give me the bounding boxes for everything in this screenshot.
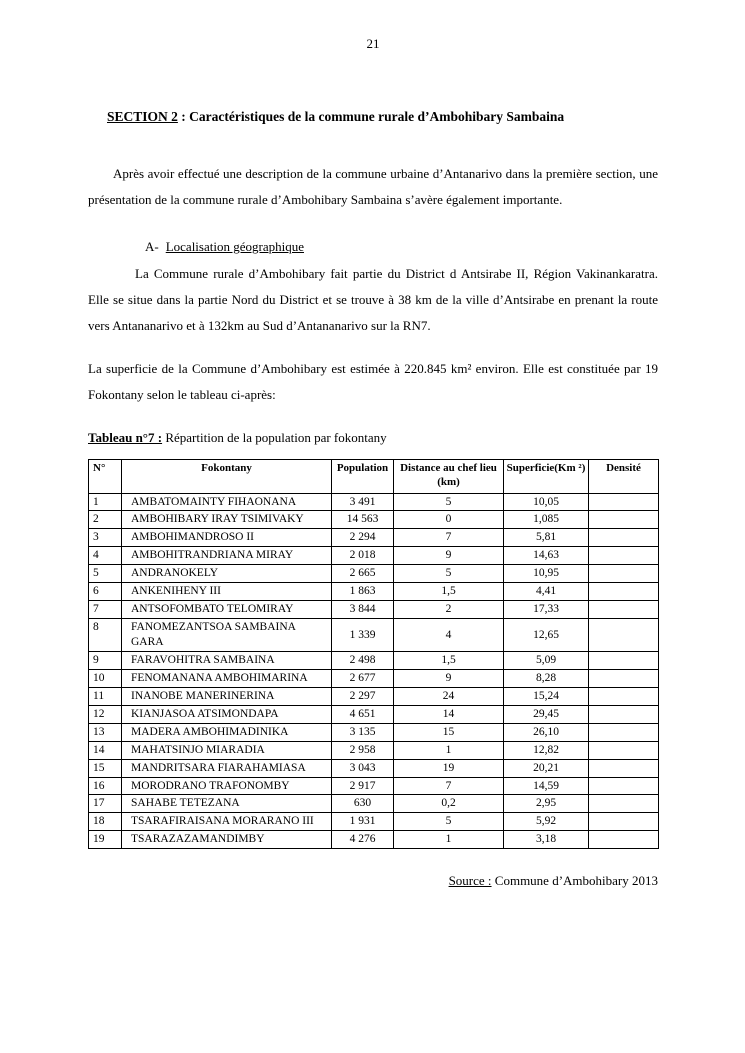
cell-densite (589, 565, 659, 583)
cell-distance: 7 (394, 777, 504, 795)
cell-densite (589, 651, 659, 669)
header-densite: Densité (589, 460, 659, 494)
cell-superficie: 3,18 (504, 831, 589, 849)
cell-fokontany: ANKENIHENY III (122, 583, 332, 601)
cell-population: 1 863 (332, 583, 394, 601)
cell-fokontany: ANTSOFOMBATO TELOMIRAY (122, 601, 332, 619)
cell-fokontany: INANOBE MANERINERINA (122, 687, 332, 705)
cell-superficie: 2,95 (504, 795, 589, 813)
cell-densite (589, 759, 659, 777)
table-row (89, 529, 659, 547)
cell-densite (589, 669, 659, 687)
cell-fokontany: AMBATOMAINTY FIHAONANA (122, 493, 332, 511)
cell-num: 3 (89, 529, 122, 547)
cell-superficie: 12,82 (504, 741, 589, 759)
header-num: N° (89, 460, 122, 494)
header-superficie: Superficie(Km ²) (504, 460, 589, 494)
cell-population: 3 491 (332, 493, 394, 511)
table-row (89, 547, 659, 565)
cell-population: 14 563 (332, 511, 394, 529)
cell-num: 14 (89, 741, 122, 759)
paragraph-localisation: La Commune rurale d’Ambohibary fait partie du District d Antsirabe II, Région Vakinankaratra. Elle se situe dans la partie Nord du District et se trouve à 38 km de la ville d’Antsirabe en prenant la route vers Antananarivo et à 132km au Sud d’Antananarivo sur la RN7. (88, 266, 658, 333)
cell-superficie: 4,41 (504, 583, 589, 601)
table-row (89, 651, 659, 669)
cell-densite (589, 529, 659, 547)
cell-superficie: 29,45 (504, 705, 589, 723)
cell-superficie: 5,09 (504, 651, 589, 669)
cell-fokontany: MAHATSINJO MIARADIA (122, 741, 332, 759)
page-number: 21 (366, 36, 380, 51)
table-row (89, 777, 659, 795)
cell-distance: 15 (394, 723, 504, 741)
table-row (89, 493, 659, 511)
cell-fokontany: MORODRANO TRAFONOMBY (122, 777, 332, 795)
table-caption (88, 430, 658, 446)
source-text: Commune d’Ambohibary 2013 (491, 873, 658, 889)
paragraph-superficie: La superficie de la Commune d’Ambohibary est estimée à 220.845 km² environ. Elle est constituée par 19 Fokontany selon le tableau ci-après: (88, 361, 658, 402)
header-fokontany: Fokontany (122, 460, 332, 494)
cell-population: 1 931 (332, 813, 394, 831)
cell-population: 1 339 (332, 619, 394, 652)
cell-distance: 19 (394, 759, 504, 777)
table-header-row (89, 460, 659, 494)
cell-fokontany: AMBOHIBARY IRAY TSIMIVAKY (122, 511, 332, 529)
cell-fokontany: MADERA AMBOHIMADINIKA (122, 723, 332, 741)
section-heading-text: : Caractéristiques de la commune rurale d’Ambohibary Sambaina (177, 109, 565, 124)
cell-population: 2 297 (332, 687, 394, 705)
cell-superficie: 8,28 (504, 669, 589, 687)
table-row (89, 619, 659, 652)
cell-fokontany: FARAVOHITRA SAMBAINA (122, 651, 332, 669)
cell-num: 12 (89, 705, 122, 723)
cell-superficie: 10,95 (504, 565, 589, 583)
cell-densite (589, 795, 659, 813)
cell-densite (589, 583, 659, 601)
cell-num: 15 (89, 759, 122, 777)
cell-superficie: 5,92 (504, 813, 589, 831)
cell-population: 4 276 (332, 831, 394, 849)
source-label: Source : (448, 873, 492, 889)
cell-fokontany: TSARAZAZAMANDIMBY (122, 831, 332, 849)
cell-distance: 0 (394, 511, 504, 529)
cell-num: 10 (89, 669, 122, 687)
cell-superficie: 14,63 (504, 547, 589, 565)
cell-num: 6 (89, 583, 122, 601)
cell-distance: 1,5 (394, 583, 504, 601)
cell-superficie: 12,65 (504, 619, 589, 652)
table-row (89, 831, 659, 849)
table-row (89, 601, 659, 619)
cell-fokontany: FENOMANANA AMBOHIMARINA (122, 669, 332, 687)
cell-fokontany: FANOMEZANTSOA SAMBAINA GARA (122, 619, 332, 652)
table-row (89, 723, 659, 741)
cell-population: 630 (332, 795, 394, 813)
cell-num: 2 (89, 511, 122, 529)
cell-num: 1 (89, 493, 122, 511)
section-heading (88, 109, 658, 125)
cell-distance: 24 (394, 687, 504, 705)
cell-population: 2 677 (332, 669, 394, 687)
cell-distance: 14 (394, 705, 504, 723)
cell-fokontany: ANDRANOKELY (122, 565, 332, 583)
cell-population: 2 498 (332, 651, 394, 669)
cell-distance: 9 (394, 547, 504, 565)
cell-densite (589, 619, 659, 652)
cell-distance: 4 (394, 619, 504, 652)
cell-population: 3 135 (332, 723, 394, 741)
source-line (88, 873, 658, 889)
cell-superficie: 20,21 (504, 759, 589, 777)
subsection-heading (88, 239, 658, 255)
cell-superficie: 14,59 (504, 777, 589, 795)
cell-fokontany: AMBOHITRANDRIANA MIRAY (122, 547, 332, 565)
cell-population: 3 043 (332, 759, 394, 777)
cell-distance: 0,2 (394, 795, 504, 813)
table-row (89, 687, 659, 705)
cell-superficie: 10,05 (504, 493, 589, 511)
table-row (89, 795, 659, 813)
cell-superficie: 5,81 (504, 529, 589, 547)
cell-distance: 1 (394, 741, 504, 759)
table-row (89, 705, 659, 723)
cell-densite (589, 777, 659, 795)
section-heading-label: SECTION 2 (107, 109, 178, 124)
cell-num: 19 (89, 831, 122, 849)
cell-num: 11 (89, 687, 122, 705)
table-row (89, 759, 659, 777)
table-row (89, 511, 659, 529)
table-caption-text: Répartition de la population par fokontany (162, 430, 387, 445)
cell-num: 16 (89, 777, 122, 795)
table-row (89, 741, 659, 759)
table-row (89, 669, 659, 687)
population-table (88, 459, 659, 849)
table-caption-label: Tableau n°7 : (88, 430, 163, 445)
header-distance: Distance au chef lieu (km) (394, 460, 504, 494)
cell-population: 2 018 (332, 547, 394, 565)
cell-superficie: 15,24 (504, 687, 589, 705)
cell-population: 3 844 (332, 601, 394, 619)
cell-superficie: 17,33 (504, 601, 589, 619)
cell-densite (589, 601, 659, 619)
cell-distance: 1,5 (394, 651, 504, 669)
cell-fokontany: KIANJASOA ATSIMONDAPA (122, 705, 332, 723)
cell-densite (589, 547, 659, 565)
cell-fokontany: MANDRITSARA FIARAHAMIASA (122, 759, 332, 777)
cell-densite (589, 705, 659, 723)
cell-population: 2 294 (332, 529, 394, 547)
cell-num: 8 (89, 619, 122, 652)
cell-num: 17 (89, 795, 122, 813)
table-row (89, 565, 659, 583)
cell-num: 13 (89, 723, 122, 741)
paragraph-intro: Après avoir effectué une description de la commune urbaine d’Antanarivo dans la première section, une présentation de la commune rurale d’Ambohibary Sambaina s’avère également importante. (88, 166, 658, 207)
cell-distance: 7 (394, 529, 504, 547)
cell-distance: 5 (394, 565, 504, 583)
header-population: Population (332, 460, 394, 494)
cell-superficie: 26,10 (504, 723, 589, 741)
subsection-title: Localisation géographique (165, 239, 304, 254)
cell-num: 7 (89, 601, 122, 619)
cell-densite (589, 511, 659, 529)
cell-superficie: 1,085 (504, 511, 589, 529)
cell-distance: 1 (394, 831, 504, 849)
population-table-body (89, 493, 659, 849)
cell-densite (589, 741, 659, 759)
cell-fokontany: AMBOHIMANDROSO II (122, 529, 332, 547)
cell-num: 5 (89, 565, 122, 583)
cell-fokontany: SAHABE TETEZANA (122, 795, 332, 813)
cell-distance: 5 (394, 813, 504, 831)
cell-densite (589, 493, 659, 511)
cell-densite (589, 813, 659, 831)
cell-population: 4 651 (332, 705, 394, 723)
cell-population: 2 917 (332, 777, 394, 795)
cell-num: 4 (89, 547, 122, 565)
cell-population: 2 665 (332, 565, 394, 583)
cell-distance: 2 (394, 601, 504, 619)
cell-densite (589, 831, 659, 849)
cell-distance: 9 (394, 669, 504, 687)
table-row (89, 583, 659, 601)
cell-fokontany: TSARAFIRAISANA MORARANO III (122, 813, 332, 831)
cell-distance: 5 (394, 493, 504, 511)
cell-densite (589, 687, 659, 705)
subsection-label: A- (145, 239, 159, 254)
cell-num: 18 (89, 813, 122, 831)
cell-population: 2 958 (332, 741, 394, 759)
table-row (89, 813, 659, 831)
cell-num: 9 (89, 651, 122, 669)
cell-densite (589, 723, 659, 741)
